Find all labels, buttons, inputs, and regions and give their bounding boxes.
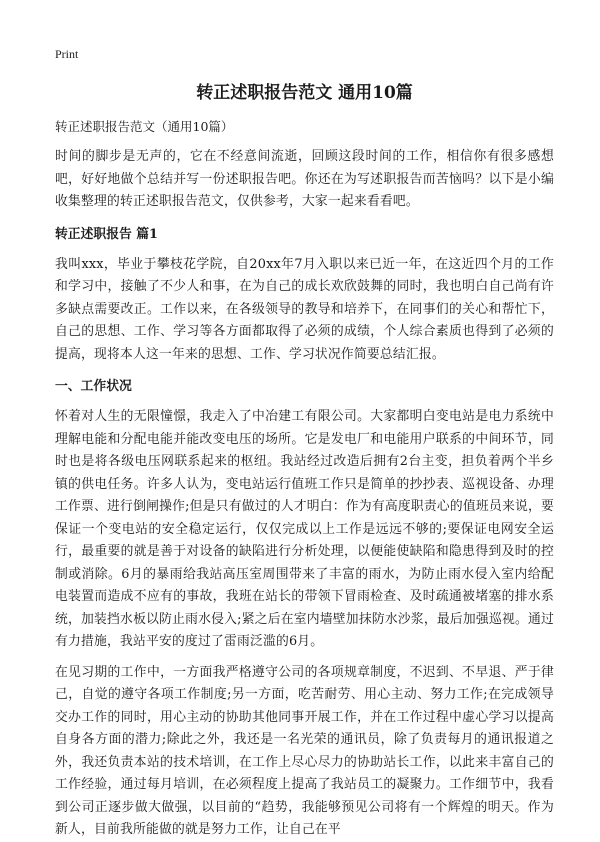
section-heading: 转正述职报告 篇1 bbox=[55, 226, 158, 242]
work-paragraph-2: 在见习期的工作中，一方面我严格遵守公司的各项规章制度，不迟到、不早退、严于律己，自觉的遵守各项工作制度;另一方面，吃苦耐劳、用心主动、努力工作;在完成领导交办工作的同时，用心主动的协助其他同事开展工作，并在工作过程中虚心学习以提高自身各方面的潜力;除此之外，我还是一名光荣的通讯员，除了负责每月的通讯报道之外，我还负责本站的技术培训，在工作上尽心尽力的协助站长工作，以此来丰富自己的工作经验，通过每月培训，在必须程度上提高了我站员工的凝聚力。工作细节中，我看到公司正逐步做大做强，以目前的“趋势，我能够预见公司将有一个辉煌的明天。作为新人，目前我所能做的就是努力工作，让自己在平 bbox=[55, 664, 554, 837]
document-title: 转正述职报告范文 通用10篇 bbox=[196, 83, 413, 103]
print-link[interactable]: Print bbox=[55, 47, 79, 61]
intro-paragraph: 时间的脚步是无声的，它在不经意间流逝，回顾这段时间的工作，相信你有很多感想吧，好好地做个总结并写一份述职报告吧。你还在为写述职报告而苦恼吗？以下是小编收集整理的转正述职报告范文，仅供参考，大家一起来看看吧。 bbox=[55, 149, 554, 209]
document-subtitle: 转正述职报告范文（通用10篇） bbox=[55, 119, 234, 134]
work-status-heading: 一、工作状况 bbox=[55, 379, 132, 394]
section-paragraph: 我叫xxx，毕业于攀枝花学院，自20xx年7月入职以来已近一年，在这近四个月的工作和学习中，接触了不少人和事，在为自己的成长欢欣鼓舞的同时，我也明白自己尚有许多缺点需要改正。工作以来，在各级领导的教导和培养下，在同事们的关心和帮忙下，自己的思想、工作、学习等各方面都取得了必须的成绩，个人综合素质也得到了必须的提高，现将本人这一年来的思想、工作、学习状况作简要总结汇报。 bbox=[55, 256, 554, 362]
work-paragraph-1: 怀着对人生的无限憧憬，我走入了中冶建工有限公司。大家都明白变电站是电力系统中理解电能和分配电能并能改变电压的场所。它是发电厂和电能用户联系的中间环节，同时也是将各级电压网联系起来的枢纽。我站经过改造后拥有2台主变，担负着两个半乡镇的供电任务。许多人认为，变电站运行值班工作只是简单的抄抄表、巡视设备、办理工作票、进行倒闸操作;但是只有做过的人才明白：作为有高度职责心的值班员来说，要保证一个变电站的安全稳定运行，仅仅完成以上工作是远远不够的;要保证电网安全运行，最重要的就是善于对设备的缺陷进行分析处理，以便能使缺陷和隐患得到及时的控制或消除。6月的暴雨给我站高压室周围带来了丰富的雨水，为防止雨水侵入室内给配电装置而造成不应有的事故，我班在站长的带领下冒雨检查、及时疏通被堵塞的排水系统，加装挡水板以防止雨水侵入;紧之后在室内墙壁加抹防水沙浆，最后加强巡视。通过有力措施，我站平安的度过了雷雨泛滥的6月。 bbox=[55, 409, 554, 649]
